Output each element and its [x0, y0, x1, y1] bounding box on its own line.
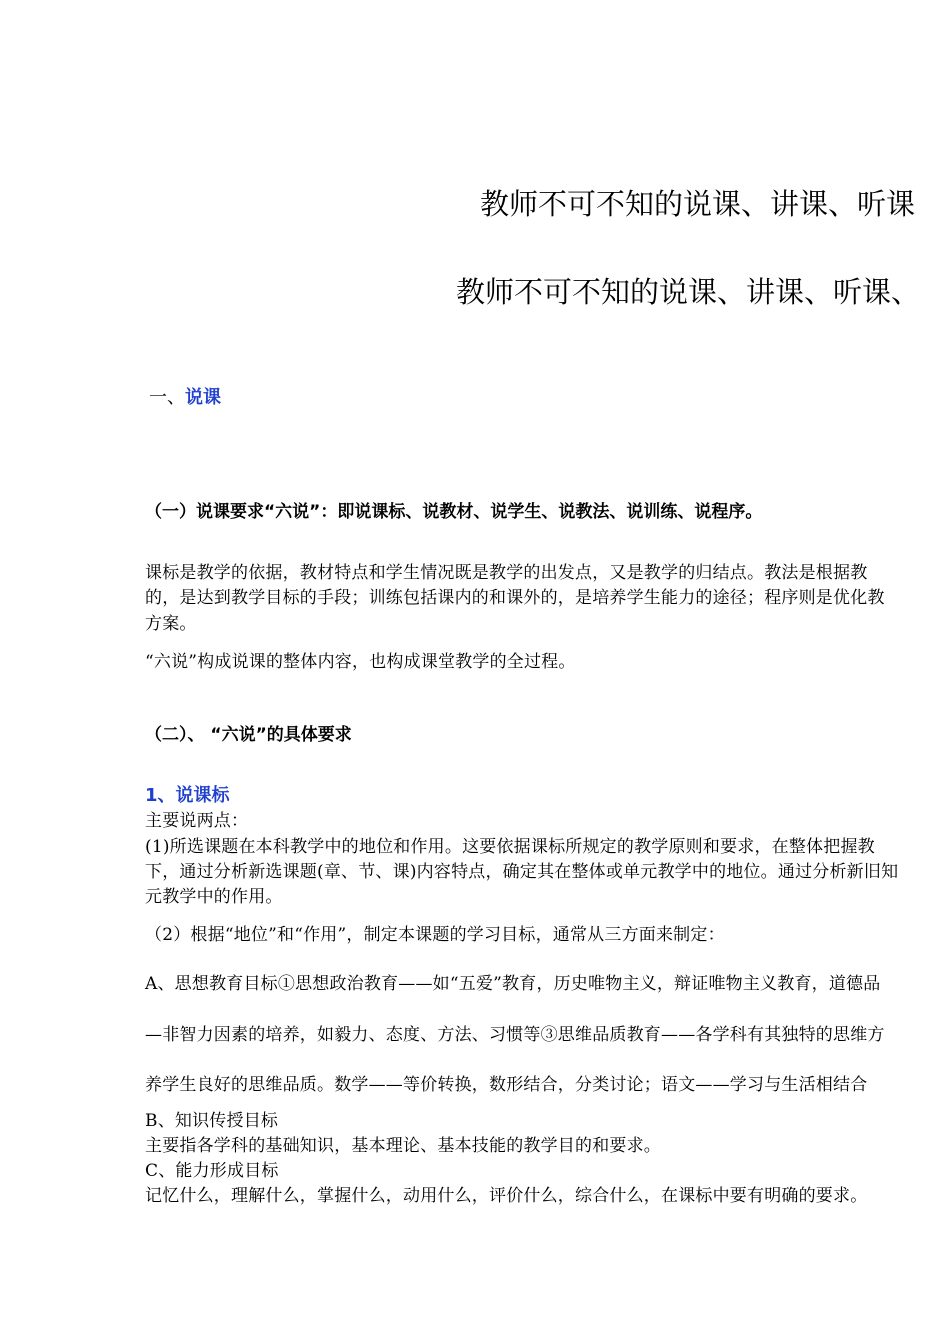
subsection-1-line-5: （2）根据“地位”和“作用”，制定本课题的学习目标，通常从三方面来制定： [145, 925, 725, 945]
section-number: 一、 [149, 387, 185, 408]
paragraph-1-line-1: 课标是教学的依据，教材特点和学生情况既是教学的出发点，又是教学的归结点。教法是根据教 [145, 563, 868, 583]
subsection-1-line-1: 主要说两点： [145, 811, 249, 831]
subsection-1-line-4: 元教学中的作用。 [145, 887, 283, 907]
paragraph-2: “六说”构成说课的整体内容，也构成课堂教学的全过程。 [145, 652, 576, 672]
section-label: 说课 [185, 387, 221, 408]
heading-specific-requirements: （二）、 “六说”的具体要求 [145, 725, 352, 745]
title-line-2: 教师不可不知的说课、讲课、听课、 [456, 275, 921, 309]
goal-a-line-2: —非智力因素的培养，如毅力、态度、方法、习惯等③思维品质教育——各学科有其独特的思维方 [145, 1025, 885, 1045]
goal-a-line-3: 养学生良好的思维品质。数学——等价转换，数形结合，分类讨论；语文——学习与生活相结合 [145, 1075, 868, 1095]
heading-six-requirements: （一）说课要求“六说”：即说课标、说教材、说学生、说教法、说训练、说程序。 [145, 502, 763, 522]
paragraph-1-line-2: 的，是达到教学目标的手段；训练包括课内的和课外的，是培养学生能力的途径；程序则是优化教 [145, 588, 885, 608]
subsection-1-line-3: 下，通过分析新选课题(章、节、课)内容特点，确定其在整体或单元教学中的地位。通过分析新旧知 [145, 862, 899, 882]
section-heading-shuoke [149, 383, 221, 409]
goal-c-title: C、能力形成目标 [145, 1161, 279, 1181]
subsection-1-line-2: (1)所选课题在本科教学中的地位和作用。这要依据课标所规定的教学原则和要求，在整体把握教 [145, 837, 875, 857]
paragraph-1-line-3: 方案。 [145, 614, 197, 634]
goal-c-text: 记忆什么，理解什么，掌握什么，动用什么，评价什么，综合什么，在课标中要有明确的要求。 [145, 1186, 868, 1206]
subheading-shuo-kebiao: 1、说课标 [145, 785, 230, 806]
goal-b-text: 主要指各学科的基础知识，基本理论、基本技能的教学目的和要求。 [145, 1136, 661, 1156]
goal-b-title: B、知识传授目标 [145, 1111, 279, 1131]
goal-a-line-1: A、思想教育目标①思想政治教育——如“五爱”教育，历史唯物主义，辩证唯物主义教育，道德品 [145, 974, 881, 994]
title-line-1: 教师不可不知的说课、讲课、听课 [480, 187, 916, 221]
